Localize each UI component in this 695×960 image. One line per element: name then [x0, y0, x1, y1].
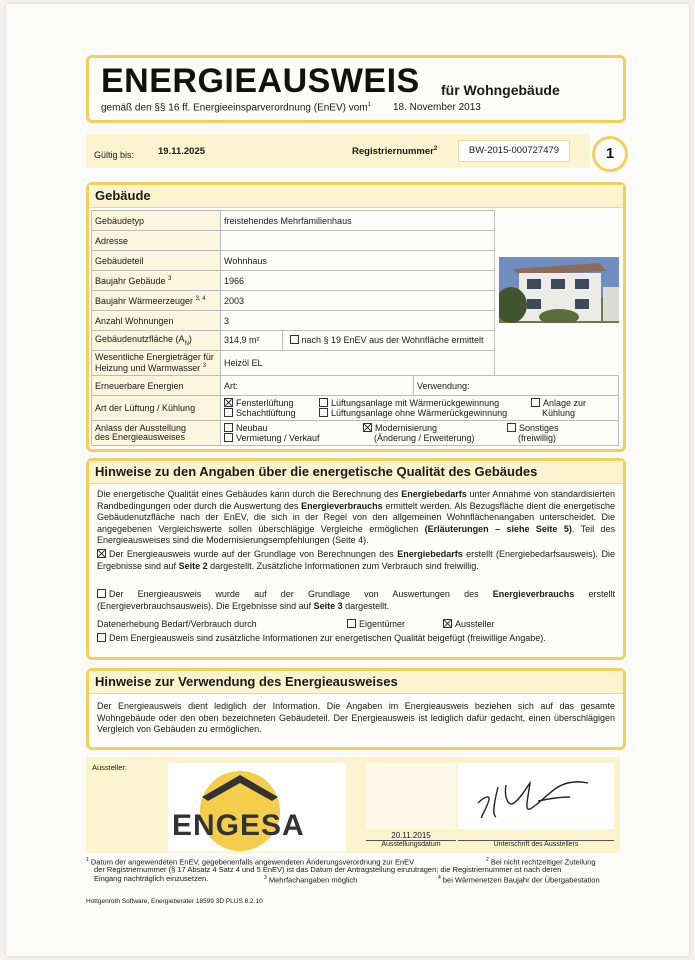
reason-options [221, 421, 619, 446]
row-label [92, 291, 221, 311]
certificate-type: für Wohngebäude [441, 82, 560, 98]
reason-modern-label-line2: (Änderung / Erweiterung) [374, 433, 475, 443]
text-run: Energieverbrauchs [492, 589, 575, 599]
building-photo [499, 257, 619, 323]
issuer-option[interactable] [443, 619, 495, 631]
valid-until-label: Gültig bis: [94, 150, 135, 160]
row-label-text: Baujahr Gebäude [95, 275, 166, 286]
building-section [86, 182, 626, 452]
vent-without-recovery-label: Lüftungsanlage ohne Wärmerückgewinnung [331, 408, 508, 418]
document-page [6, 4, 689, 956]
reason-modern-label-line1: Modernisierung [375, 423, 438, 433]
vent-window-option[interactable] [224, 398, 294, 408]
table-row [92, 251, 495, 271]
area-label-text: Gebäudenutzfläche (A [95, 334, 185, 345]
reason-modern-option[interactable] [363, 423, 475, 443]
building-photo-image [499, 257, 619, 323]
reason-modern-checkbox[interactable] [363, 423, 372, 432]
issuer-area [86, 757, 620, 853]
quality-hints-heading: Hinweise zu den Angaben über die energetische Qualität des Gebäudes [89, 461, 623, 484]
table-row [92, 421, 619, 446]
text-run: Die energetische Qualität eines Gebäudes kann durch die Berechnung des [97, 489, 402, 499]
owner-label: Eigentümer [359, 619, 406, 629]
table-row [92, 271, 495, 291]
vent-shaft-label: Schachtlüftung [236, 408, 296, 418]
area-label-end: ) [188, 334, 192, 345]
row-label: Anzahl Wohnungen [92, 311, 221, 331]
reason-label-line2: des Energieausweises [95, 432, 186, 442]
row-value [221, 331, 495, 351]
page-number-badge: 1 [592, 136, 628, 172]
issuer-option-label: Aussteller [455, 619, 495, 629]
footnote-line [86, 856, 620, 865]
reason-new-option[interactable] [224, 423, 268, 433]
energy-label-line2: Heizung und Warmwasser [95, 363, 201, 373]
footnote-line [86, 874, 620, 883]
demand-checkbox[interactable] [97, 549, 106, 558]
consumption-option [97, 589, 615, 612]
row-value: Wohnhaus [221, 251, 495, 271]
text-run: Der Energieausweis wurde auf der Grundlage von Auswertungen des [109, 589, 493, 599]
footnote-3: Mehrfachangaben möglich [268, 875, 358, 885]
row-label-text: Baujahr Wärmeerzeuger [95, 295, 194, 306]
issuer-logo-text: ENGESA [172, 809, 305, 842]
regulation-date: 18. November 2013 [393, 102, 481, 113]
text-run: erstellt (Energiebedarfsausweis). Die Ergebnisse sind auf [97, 549, 615, 571]
text-run: Der Energieausweis wurde auf der Grundlage von Berechnungen des [109, 549, 398, 559]
text-run: (Erläuterungen – siehe Seite 5) [424, 523, 572, 534]
area-option-checkbox[interactable] [290, 335, 299, 344]
area-value: 314,9 m² [221, 331, 283, 350]
reason-rent-label: Vermietung / Verkauf [236, 433, 320, 443]
ventilation-options [221, 396, 619, 421]
issuer-label: Aussteller: [92, 763, 128, 772]
footnote-marker: 4 [438, 875, 441, 881]
page-title: ENERGIEAUSWEIS [101, 62, 420, 100]
usage-hints-text: Der Energieausweis dient lediglich der Information. Die Angaben im Energieausweis beziehen sich auf das gesamte Wohngebäude oder den oben bezeichneten Gebäudeteil. Der Energieausweis ist lediglich dafür gedacht, einen überschlägigen Vergleich von Gebäuden zu ermöglichen. [97, 701, 615, 734]
footnote-marker: 3 [202, 363, 207, 369]
building-heading: Gebäude [89, 185, 623, 208]
table-row [92, 376, 619, 396]
building-table [91, 210, 495, 376]
registration-label [352, 146, 437, 157]
table-row [92, 211, 495, 231]
reason-new-label: Neubau [236, 423, 268, 433]
row-label [92, 331, 221, 351]
text-run: dargestellt. Zusätzliche Informationen zum Verbrauch sind freiwillig. [207, 560, 479, 571]
row-label: Gebäudetyp [92, 211, 221, 231]
reason-label-line1: Anlass der Ausstellung [95, 423, 187, 433]
vent-with-recovery-label: Lüftungsanlage mit Wärmerückgewinnung [331, 398, 500, 408]
area-option-label: nach § 19 EnEV aus der Wohnfläche ermittelt [301, 335, 484, 345]
signature-block [358, 757, 620, 853]
text-run: Energiebedarfs [397, 549, 463, 559]
text-run: Seite 3 [313, 600, 343, 611]
vent-with-recovery-checkbox[interactable] [319, 398, 328, 407]
cooling-checkbox[interactable] [531, 398, 540, 407]
building-table-extended [91, 375, 619, 446]
cooling-label-line2: Kühlung [542, 408, 576, 418]
registration-label-text: Registriernummer [352, 146, 434, 158]
table-row [92, 396, 619, 421]
footnote-line-right [486, 856, 596, 867]
row-label: Adresse [92, 231, 221, 251]
footnote-marker: 3 [168, 275, 172, 282]
text-run: unter Annahme von standardisierten Randbedingungen oder durch die Auswertung des [97, 489, 616, 511]
footnote-marker: 3 [264, 875, 267, 881]
area-subscript: N [184, 340, 189, 347]
footnote-marker: 2 [433, 146, 438, 152]
row-label: Art der Lüftung / Kühlung [92, 396, 221, 421]
reason-other-label-line2: (freiwillig) [518, 433, 556, 443]
row-label [92, 351, 221, 376]
text-run: Dem Energieausweis sind zusätzliche Informationen zur energetischen Qualität beigefügt (freiwillige Angabe). [109, 633, 546, 643]
row-label: Erneuerbare Energien [92, 376, 221, 396]
valid-until-value: 19.11.2025 [158, 146, 206, 157]
additional-info-checkbox[interactable] [97, 633, 106, 642]
text-run: erstellt (Energieverbrauchsausweis). Die Ergebnisse sind auf [97, 589, 615, 611]
footnote-1-end: Eingang nachträglich einzusetzen. [94, 874, 209, 883]
renewable-use: Verwendung: [414, 376, 619, 396]
row-value: 1966 [221, 271, 495, 291]
text-run: Seite 2 [178, 560, 208, 571]
owner-checkbox[interactable] [347, 619, 356, 628]
certificate-header [86, 55, 626, 123]
issuer-logo [168, 763, 346, 851]
text-run: Energiebedarfs [401, 489, 467, 499]
footnote-3-wrap [264, 874, 357, 885]
vent-window-label: Fensterlüftung [236, 398, 294, 408]
legal-basis-text: gemäß den §§ 16 ff. Energieeinsparverordnung (EnEV) vom [101, 102, 368, 114]
usage-hints-section [86, 668, 626, 750]
quality-hints-intro [97, 489, 615, 547]
issue-date: 20.11.2015 [391, 831, 431, 840]
signature-icon [458, 763, 614, 829]
renewable-type: Art: [221, 376, 414, 396]
text-run: Energieverbrauchs [301, 500, 383, 511]
reason-other-option[interactable] [507, 423, 559, 443]
signature-field [458, 763, 614, 829]
row-value: 3 [221, 311, 495, 331]
table-row [92, 291, 495, 311]
footnote-marker: 1 [367, 102, 371, 108]
footnote-1-cont: der Registriernummer (§ 17 Absatz 4 Satz 4 und 5 EnEV) ist das Datum der Antragstellung einzutragen; die Registriernummer ist nach deren [94, 865, 562, 874]
owner-option[interactable] [347, 619, 405, 631]
additional-info-option [97, 633, 615, 645]
footnote-marker: 2 [486, 857, 489, 863]
cooling-label-line1: Anlage zur [543, 398, 587, 408]
reason-rent-option[interactable] [224, 433, 320, 443]
footnote-2: Bei nicht rechtzeitiger Zuteilung [490, 857, 596, 867]
footnotes [86, 856, 620, 883]
reason-other-checkbox[interactable] [507, 423, 516, 432]
reason-rent-checkbox[interactable] [224, 433, 233, 442]
row-label [92, 271, 221, 291]
validity-strip [86, 134, 590, 168]
issuer-checkbox[interactable] [443, 619, 452, 628]
row-value: freistehendes Mehrfamilienhaus [221, 211, 495, 231]
row-value: 2003 [221, 291, 495, 311]
signature-label: Unterschrift des Ausstellers [458, 840, 614, 848]
consumption-checkbox[interactable] [97, 589, 106, 598]
table-row [92, 351, 495, 376]
usage-hints-heading: Hinweise zur Verwendung des Energieausweises [89, 671, 623, 694]
vent-window-checkbox[interactable] [224, 398, 233, 407]
registration-number: BW-2015-000727479 [458, 140, 570, 162]
footnote-marker: 1 [86, 857, 89, 863]
table-row [92, 311, 495, 331]
vent-shaft-option[interactable] [224, 408, 296, 418]
cooling-option[interactable] [531, 398, 586, 418]
footnote-4-wrap [438, 874, 600, 885]
vent-without-recovery-option[interactable] [319, 408, 507, 418]
legal-basis [101, 102, 371, 113]
software-credit: Hottgenroth Software, Energieberater 18599 3D PLUS 8.2.10 [86, 898, 263, 905]
vent-with-recovery-option[interactable] [319, 398, 499, 408]
row-label [92, 421, 221, 446]
text-run: ermittelt werden. Als Bezugsfläche dient die energetische Gebäudenutzfläche nach der EnEV, die sich in der Regel von den allgemeinen Wohnflächenangaben unterscheidet. Die angegebenen Vergleichswerte sollen überschlägige Vergleiche ermöglichen [97, 500, 615, 534]
reason-new-checkbox[interactable] [224, 423, 233, 432]
quality-hints-section [86, 458, 626, 660]
date-field [366, 763, 456, 829]
text-run: dargestellt. [342, 600, 390, 611]
text-run: . Teil des Energieausweises sind die Modernisierungsempfehlungen (Seite 4). [97, 523, 615, 545]
row-label: Gebäudeteil [92, 251, 221, 271]
data-collection-row [97, 619, 615, 631]
vent-shaft-checkbox[interactable] [224, 408, 233, 417]
energy-label-line1: Wesentliche Energieträger für [95, 352, 214, 362]
footnote-4: bei Wärmenetzen Baujahr der Übergabestation [442, 875, 600, 885]
reason-other-label-line1: Sonstiges [519, 423, 559, 433]
footnote-1: Datum der angewendeten EnEV, gegebenenfalls angewendeten Änderungsverordnung zur EnEV [90, 857, 415, 867]
table-row [92, 231, 495, 251]
demand-option [97, 549, 615, 572]
issue-date-label: Ausstellungsdatum [366, 840, 456, 848]
data-collection-label: Datenerhebung Bedarf/Verbrauch durch [97, 619, 257, 629]
vent-without-recovery-checkbox[interactable] [319, 408, 328, 417]
row-value [221, 231, 495, 251]
footnote-marker: 3, 4 [195, 295, 206, 302]
table-row [92, 331, 495, 351]
row-value: Heizöl EL [221, 351, 495, 376]
